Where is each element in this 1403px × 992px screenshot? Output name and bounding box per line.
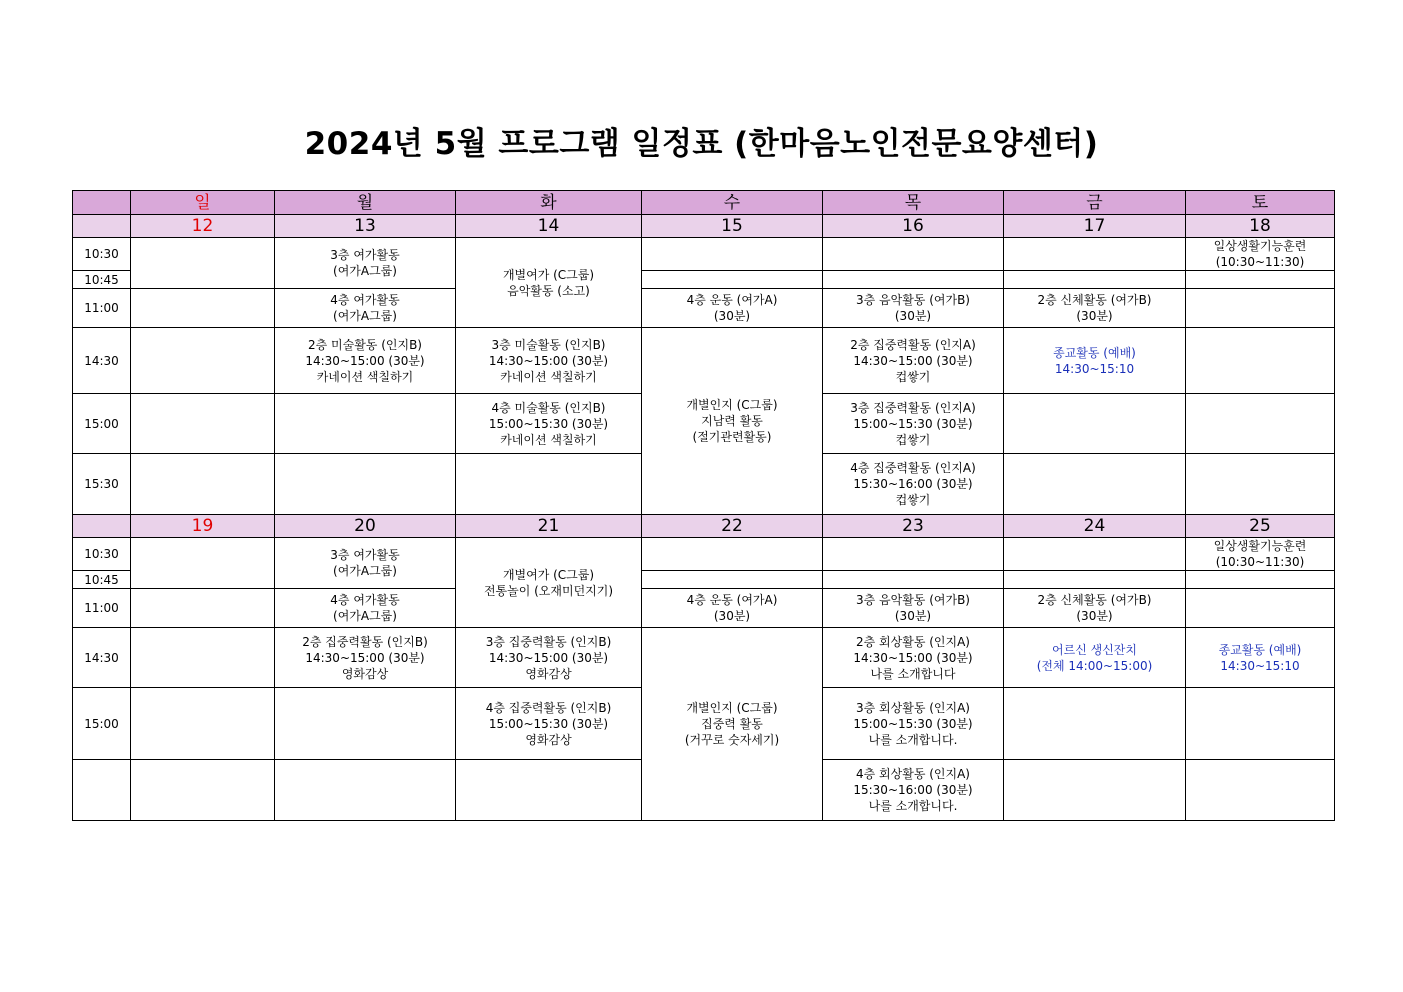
event-tue-1430: 3층 미술활동 (인지B) 14:30~15:00 (30분) 카네이션 색칠하기	[456, 328, 642, 394]
event-thu-1500: 3층 회상활동 (인지A) 15:00~15:30 (30분) 나를 소개합니다.	[823, 688, 1004, 760]
event-mon-1430: 2층 미술활동 (인지B) 14:30~15:00 (30분) 카네이션 색칠하기	[275, 328, 456, 394]
event-sat-1430: 종교활동 (예배) 14:30~15:10	[1186, 628, 1335, 688]
date-cell: 13	[275, 215, 456, 238]
empty-cell	[275, 688, 456, 760]
empty-cell	[456, 760, 642, 821]
date-cell: 25	[1186, 515, 1335, 538]
week2-date-row	[73, 515, 1335, 538]
time-label: 11:00	[73, 589, 131, 628]
time-label: 10:30	[73, 538, 131, 571]
empty-cell	[1186, 589, 1335, 628]
empty-cell	[1186, 571, 1335, 589]
week1-row-1100	[73, 289, 1335, 328]
empty-cell	[1186, 271, 1335, 289]
empty-cell	[1186, 289, 1335, 328]
empty-cell	[642, 538, 823, 571]
event-tue-am: 개별여가 (C그룹) 전통놀이 (오재미던지기)	[456, 538, 642, 628]
weekday-header-row	[73, 191, 1335, 215]
event-mon-am1: 3층 여가활동 (여가A그룹)	[275, 238, 456, 289]
date-cell: 21	[456, 515, 642, 538]
corner-cell	[73, 191, 131, 215]
date-cell: 14	[456, 215, 642, 238]
weekday-sat: 토	[1186, 191, 1335, 215]
date-corner	[73, 215, 131, 238]
event-wed-pm: 개별인지 (C그룹) 집중력 활동 (거꾸로 숫자세기)	[642, 628, 823, 821]
date-corner	[73, 515, 131, 538]
event-sat-am: 일상생활기능훈련 (10:30~11:30)	[1186, 238, 1335, 271]
empty-cell	[1004, 760, 1186, 821]
event-thu-1530: 4층 회상활동 (인지A) 15:30~16:00 (30분) 나를 소개합니다.	[823, 760, 1004, 821]
week1-row-1430	[73, 328, 1335, 394]
event-tue-am: 개별여가 (C그룹) 음악활동 (소고)	[456, 238, 642, 328]
time-label: 11:00	[73, 289, 131, 328]
event-thu-1500: 3층 집중력활동 (인지A) 15:00~15:30 (30분) 컵쌓기	[823, 394, 1004, 454]
event-fri-1430: 종교활동 (예배) 14:30~15:10	[1004, 328, 1186, 394]
week1-row-1030	[73, 238, 1335, 271]
event-wed-am: 4층 운동 (여가A) (30분)	[642, 289, 823, 328]
event-tue-1430: 3층 집중력활동 (인지B) 14:30~15:00 (30분) 영화감상	[456, 628, 642, 688]
time-label: 10:45	[73, 271, 131, 289]
date-cell: 17	[1004, 215, 1186, 238]
empty-cell	[275, 454, 456, 515]
event-tue-1500: 4층 집중력활동 (인지B) 15:00~15:30 (30분) 영화감상	[456, 688, 642, 760]
empty-cell	[131, 628, 275, 688]
time-label: 10:45	[73, 571, 131, 589]
empty-cell	[131, 454, 275, 515]
time-label: 10:30	[73, 238, 131, 271]
schedule-table	[72, 190, 1335, 821]
event-mon-am2: 4층 여가활동 (여가A그룹)	[275, 589, 456, 628]
date-cell: 24	[1004, 515, 1186, 538]
week2-row-1100	[73, 589, 1335, 628]
empty-cell	[1186, 394, 1335, 454]
empty-cell	[1004, 688, 1186, 760]
empty-cell	[275, 394, 456, 454]
weekday-fri: 금	[1004, 191, 1186, 215]
week2-row-1030	[73, 538, 1335, 571]
time-label: 15:00	[73, 688, 131, 760]
event-fri-am: 2층 신체활동 (여가B) (30분)	[1004, 589, 1186, 628]
date-cell: 19	[131, 515, 275, 538]
empty-cell	[823, 271, 1004, 289]
empty-cell	[642, 238, 823, 271]
empty-cell	[131, 328, 275, 394]
week2-row-1430	[73, 628, 1335, 688]
time-label: 14:30	[73, 628, 131, 688]
week1-date-row	[73, 215, 1335, 238]
empty-cell	[823, 538, 1004, 571]
event-fri-1430: 어르신 생신잔치 (전체 14:00~15:00)	[1004, 628, 1186, 688]
time-label: 14:30	[73, 328, 131, 394]
empty-cell	[823, 238, 1004, 271]
date-cell: 23	[823, 515, 1004, 538]
empty-cell	[1004, 454, 1186, 515]
empty-cell	[642, 271, 823, 289]
empty-cell	[131, 289, 275, 328]
empty-cell	[1186, 760, 1335, 821]
event-thu-1430: 2층 집중력활동 (인지A) 14:30~15:00 (30분) 컵쌓기	[823, 328, 1004, 394]
page-title: 2024년 5월 프로그램 일정표 (한마음노인전문요양센터)	[304, 126, 1099, 162]
empty-cell	[131, 394, 275, 454]
event-mon-am1: 3층 여가활동 (여가A그룹)	[275, 538, 456, 589]
event-fri-am: 2층 신체활동 (여가B) (30분)	[1004, 289, 1186, 328]
time-label: 15:30	[73, 454, 131, 515]
event-thu-am: 3층 음악활동 (여가B) (30분)	[823, 289, 1004, 328]
event-thu-1430: 2층 회상활동 (인지A) 14:30~15:00 (30분) 나를 소개합니다	[823, 628, 1004, 688]
event-mon-am2: 4층 여가활동 (여가A그룹)	[275, 289, 456, 328]
empty-cell	[1004, 271, 1186, 289]
empty-cell	[131, 538, 275, 589]
empty-cell	[823, 571, 1004, 589]
weekday-tue: 화	[456, 191, 642, 215]
empty-cell	[1004, 538, 1186, 571]
empty-cell	[131, 760, 275, 821]
date-cell: 22	[642, 515, 823, 538]
weekday-mon: 월	[275, 191, 456, 215]
event-sat-am: 일상생활기능훈련 (10:30~11:30)	[1186, 538, 1335, 571]
weekday-wed: 수	[642, 191, 823, 215]
event-thu-1530: 4층 집중력활동 (인지A) 15:30~16:00 (30분) 컵쌓기	[823, 454, 1004, 515]
empty-cell	[1186, 454, 1335, 515]
date-cell: 18	[1186, 215, 1335, 238]
empty-cell	[1186, 688, 1335, 760]
date-cell: 20	[275, 515, 456, 538]
empty-cell	[1004, 394, 1186, 454]
empty-cell	[131, 238, 275, 289]
event-thu-am: 3층 음악활동 (여가B) (30분)	[823, 589, 1004, 628]
event-mon-1430: 2층 집중력활동 (인지B) 14:30~15:00 (30분) 영화감상	[275, 628, 456, 688]
empty-cell	[131, 688, 275, 760]
empty-cell	[131, 589, 275, 628]
date-cell: 15	[642, 215, 823, 238]
time-label: 15:00	[73, 394, 131, 454]
empty-cell	[1004, 571, 1186, 589]
empty-cell	[1186, 328, 1335, 394]
event-wed-am: 4층 운동 (여가A) (30분)	[642, 589, 823, 628]
date-cell: 12	[131, 215, 275, 238]
time-label	[73, 760, 131, 821]
empty-cell	[642, 571, 823, 589]
event-wed-pm: 개별인지 (C그룹) 지남력 활동 (절기관련활동)	[642, 328, 823, 515]
event-tue-1500: 4층 미술활동 (인지B) 15:00~15:30 (30분) 카네이션 색칠하기	[456, 394, 642, 454]
date-cell: 16	[823, 215, 1004, 238]
empty-cell	[456, 454, 642, 515]
empty-cell	[1004, 238, 1186, 271]
empty-cell	[275, 760, 456, 821]
weekday-sun: 일	[131, 191, 275, 215]
weekday-thu: 목	[823, 191, 1004, 215]
